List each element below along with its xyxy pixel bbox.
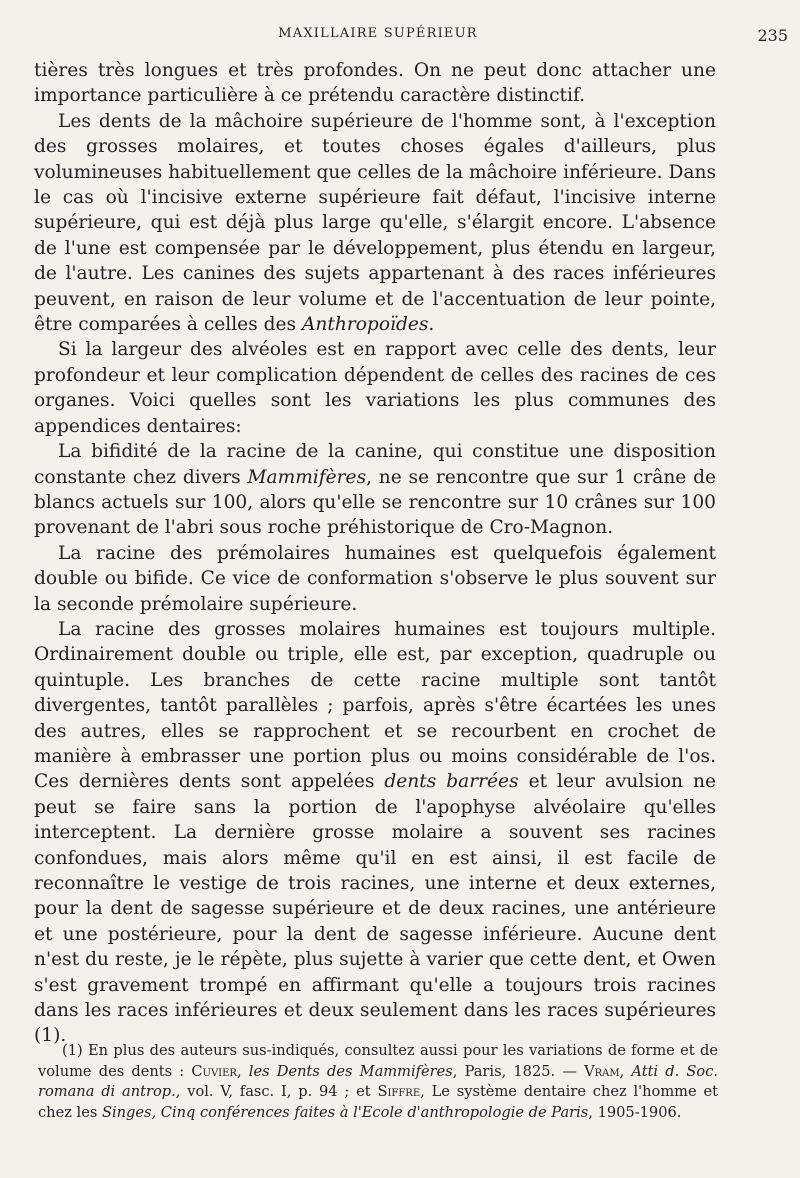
- text-run: tières très longues et très profondes. On ne peut donc attacher une importance particulière à ce prétendu caractère distinctif.: [34, 60, 716, 107]
- paragraph-alveoli: [34, 337, 716, 439]
- text-run: (1) En plus des auteurs sus-indiqués, consultez aussi pour les variations de forme et de volume des dents :: [38, 1042, 718, 1080]
- footnote-1: [38, 1041, 718, 1123]
- text-run: La racine des prémolaires humaines est quelquefois également double ou bifide. Ce vice de conformation s'observe le plus souvent sur la seconde prémolaire supérieure.: [34, 542, 716, 615]
- text-run: , ne se rencontre que sur 1 crâne de blancs actuels sur 100, alors qu'elle se rencontre sur 10 crânes sur 100 provenant de l'abri sous roche préhistorique de Cro-Magnon.: [34, 466, 716, 539]
- text-run: , 1905-1906.: [588, 1103, 682, 1121]
- text-run: , Le système dentaire chez l'homme et chez les: [38, 1083, 718, 1121]
- footnotes: [38, 1041, 718, 1123]
- text-run: Si la largeur des alvéoles est en rapport avec celle des dents, leur profondeur et leur complication dépendent de celles des racines de ces organes. Voici quelles sont les variations les plus communes des appendices dentaires:: [34, 339, 716, 437]
- paragraph-canine-root: [34, 439, 716, 541]
- running-head: MAXILLAIRE SUPÉRIEUR: [278, 26, 478, 41]
- italic-run: Singes, Cinq conférences faites à l'Ecole d'anthropologie de Paris: [101, 1103, 589, 1121]
- text-run: Les dents de la mâchoire supérieure de l'homme sont, à l'exception des grosses molaires, et toutes choses égales d'ailleurs, plus volumineuses habituellement que celles de la mâchoire inférieure. Dans le cas où l'incisive externe supérieure fait défaut, l'incisive interne supérieure, qui est déjà plus large qu'elle, s'élargit encore. L'absence de l'une est compensée par le développement, plus étendu en largeur, de l'autre. Les canines des sujets appartenant à des races inférieures peuvent, en raison de leur volume et de l'accentuation de leur pointe, être comparées à celles des: [34, 110, 716, 336]
- paragraph-premolar-root: [34, 541, 716, 617]
- text-run: La bifidité de la racine de la canine, qui constitue une disposition constante chez divers: [34, 441, 716, 488]
- paragraph-upper-teeth: [34, 109, 716, 338]
- italic-run: les Dents des Mammifères: [248, 1062, 453, 1080]
- text-run: , Paris, 1825. —: [452, 1062, 585, 1080]
- text-run: , vol. V, fasc. I, p. 94 ; et: [175, 1083, 378, 1100]
- author-name: Siffre: [377, 1083, 421, 1100]
- author-name: Vram: [584, 1062, 620, 1080]
- body-text: [34, 58, 716, 1049]
- paragraph-molar-root: [34, 617, 716, 1049]
- page-number: 235: [757, 26, 788, 45]
- page-header: [38, 26, 788, 46]
- italic-run: dents barrées: [384, 771, 519, 793]
- text-run: .: [428, 314, 435, 336]
- text-run: et leur avulsion ne peut se faire sans la portion de l'apophyse alvéolaire qu'elles interceptent. La dernière grosse molaire a souvent ses racines confondues, mais alors même qu'il en est ainsi, il est facile de reconnaître le vestige de trois racines, une interne et deux externes, pour la dent de sagesse supérieure et de deux racines, une antérieure et une postérieure, pour la dent de sagesse inférieure. Aucune dent n'est du reste, je le répète, plus sujette à varier que cette dent, et Owen s'est gravement trompé en affirmant qu'elle a toujours trois racines dans les races inférieures et deux seulement dans les races supérieures (1).: [34, 771, 716, 1047]
- text-run: ,: [236, 1062, 249, 1080]
- paragraph-continuation: [34, 58, 716, 109]
- italic-run: Mammifères: [247, 466, 367, 488]
- text-run: La racine des grosses molaires humaines est toujours multiple. Ordinairement double ou triple, elle est, par exception, quadruple ou quintuple. Les branches de cette racine multiple sont tantôt divergentes, tantôt parallèles ; parfois, après s'être écartées les unes des autres, elles se rapprochent et se recourbent en crochet de manière à embrasser une portion plus ou moins considérable de l'os. Ces dernières dents sont appelées: [34, 618, 716, 793]
- italic-run: Anthropoïdes: [301, 314, 429, 336]
- text-run: ,: [619, 1062, 632, 1080]
- italic-run: Atti d. Soc. romana di antrop.: [38, 1062, 719, 1100]
- author-name: Cuvier: [191, 1062, 237, 1080]
